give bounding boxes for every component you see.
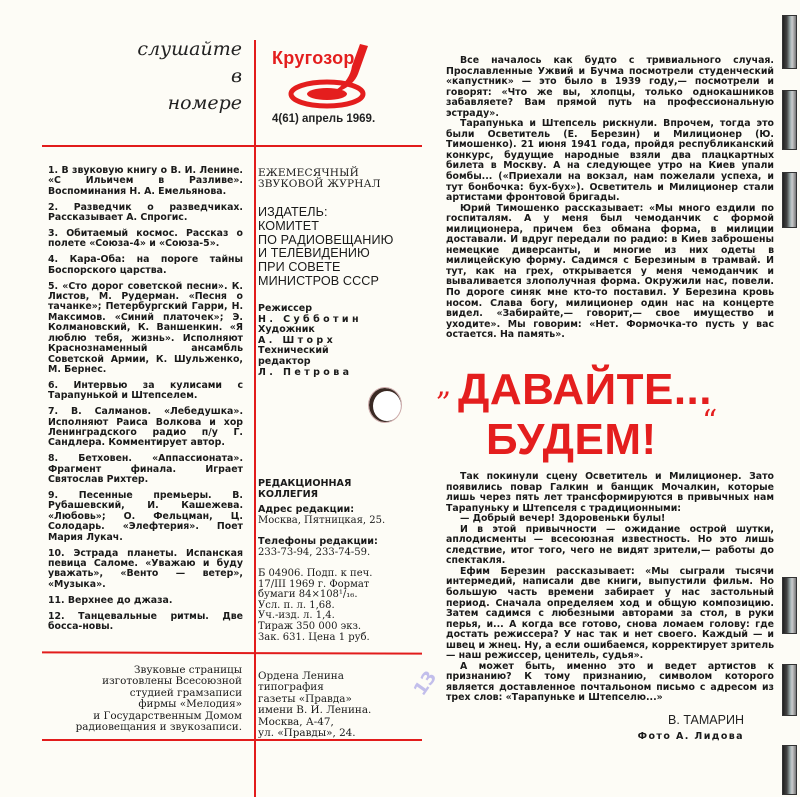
note-line: фирмы «Мелодия» xyxy=(138,698,242,711)
article-paragraph: И в этой привычности — ожидание острой шутки, аплодисменты — всесоюзная известность. Но это лишь следствие, итог того, чего не видят зрители,— работы до спектакля. xyxy=(446,523,774,567)
publisher-line: И ТЕЛЕВИДЕНИЮ xyxy=(258,246,370,261)
print-info-line: 17/III 1969 г. Формат xyxy=(258,578,370,590)
contents-item: 10. Эстрада планеты. Испанская певица Саломе. «Уважаю и буду уважать», «Венто — ветер», «Музыка». xyxy=(48,547,243,590)
printer-line: Москва, А-47, xyxy=(258,715,334,728)
editorial-address xyxy=(258,505,428,526)
artist-name: А. Шторх xyxy=(258,334,337,346)
print-info-line: Зак. 631. Цена 1 руб. xyxy=(258,631,370,643)
binding-hole xyxy=(782,15,797,69)
horizontal-rule-contents-bottom xyxy=(42,651,422,654)
article-paragraph: Юрий Тимошенко рассказывает: «Мы много ездили по госпиталям. А у меня был чемоданчик с формой милиционера, причем без обмана форма, в милиции доставали. И вдруг передали по радио: в Киев заброшены немецкие диверсанты, и многие из них одеты в милицейскую форму. Садимся с Березиным в трамвай. И тут, как на грех, открывается у меня чемоданчик и вываливается злополучная форма. Окружили нас, повели. По дороге синяк мне кто-то поставил. У Березина кровь носом. Слава богу, милиционер один нас на концерте видел. «Забирайте,— говорит,— свое имущество и уходите». Мы говорим: «Нет. Формочка-то пусть у вас остается. На память». xyxy=(446,202,774,341)
note-line: Звуковые страницы xyxy=(134,664,242,676)
page-stamp: 13 xyxy=(409,667,442,700)
director-name: Н. Субботин xyxy=(258,313,362,325)
publisher-line: МИНИСТРОВ СССР xyxy=(258,273,379,288)
printer-info xyxy=(258,671,428,739)
contents-item: 9. Песенные премьеры. В. Рубашевский, И. Кашежева. «Любовь»; О. Фельцман, Ц. Солодарь. «Элефтерия». Поет Мария Лукач. xyxy=(48,489,243,543)
note-line: изготовлены Всесоюзной xyxy=(102,675,242,688)
contents-item: 6. Интервью за кулисами с Тарапунькой и Штепселем. xyxy=(48,379,243,402)
article-paragraph: Все началось как будто с тривиального случая. Прославленные Ужвий и Бучма посмотрели студенческий «капустник» — это было в 1939 году,— посмотрели и говорят: «Что же вы, хлопцы, только однокашников забавляете? Вам прямой путь на профессиональную эстраду». xyxy=(446,55,774,119)
printer-line: газеты «Правда» xyxy=(258,692,352,705)
binding-hole xyxy=(782,577,797,634)
contents-item: 3. Обитаемый космос. Рассказ о полете «Союза-4» и «Союза-5». xyxy=(48,228,243,250)
printer-line: Ордена Ленина xyxy=(258,670,344,682)
open-quote: „ xyxy=(436,368,452,403)
binding-hole xyxy=(782,90,797,150)
contents-item: 11. Верхнее до джаза. xyxy=(48,594,173,606)
contents-item: 12. Танцевальные ритмы. Две босса-новы. xyxy=(48,610,243,632)
contents-item: 5. «Сто дорог советской песни». К. Листов, М. Рудерман. «Песня о тачанке»; Петербургский Гарри, Н. Максимов. «Синий платочек»; Э. Колмановский, К. Ваншенкин. «Я люблю тебя, жизнь». Исполняют Краснознаменный ансамбль Советской Армии, К. Шульженко, М. Бернес. xyxy=(48,280,243,375)
journal-type xyxy=(258,168,428,190)
tech-editor-label: Технический xyxy=(258,345,329,357)
article-body-top xyxy=(446,56,774,341)
issue-info: 4(61) апрель 1969. xyxy=(272,113,376,125)
director-label: Режиссер xyxy=(258,303,313,314)
listen-heading xyxy=(120,40,242,113)
listen-line-3: номере xyxy=(167,92,242,114)
article-paragraph: Так покинули сцену Осветитель и Милиционер. Зато появились повар Галкин и банщик Мочалкин, которые лишь через пять лет трансформируются в привычных нам Тарапуньку и Штепселя с традиционными: xyxy=(446,471,774,514)
publisher xyxy=(258,206,428,289)
address-label: Адрес редакции: xyxy=(258,504,355,515)
phones-label: Телефоны редакции: xyxy=(258,536,378,547)
logo xyxy=(272,44,392,125)
publisher-line: КОМИТЕТ xyxy=(258,218,320,233)
print-info-line: бумаги 84×108¹/₁₆. xyxy=(258,589,358,601)
board-line: РЕДАКЦИОННАЯ xyxy=(258,478,352,489)
phones-value: 233-73-94, 233-74-59. xyxy=(258,546,371,558)
printer-line: имени В. И. Ленина. xyxy=(258,704,372,717)
article-body-bottom xyxy=(446,472,774,704)
article-author: В. ТАМАРИН xyxy=(668,713,744,727)
headline-line-2: БУДЕМ! xyxy=(486,415,657,464)
note-line: и Государственным Домом xyxy=(93,709,242,722)
contents-item: 8. Бетховен. «Аппассионата». Фрагмент финала. Играет Святослав Рихтер. xyxy=(48,453,243,486)
board-line: КОЛЛЕГИЯ xyxy=(258,488,319,500)
print-info-line: Тираж 350 000 экз. xyxy=(258,620,362,632)
horizontal-rule-header xyxy=(42,145,422,147)
artist-label: Художник xyxy=(258,324,315,336)
article-headline xyxy=(436,364,776,464)
journal-type-line: ЗВУКОВОЙ ЖУРНАЛ xyxy=(258,178,381,190)
listen-line-1: слушайте xyxy=(137,38,242,60)
article-paragraph: Тарапунька и Штепсель рискнули. Впрочем, тогда это были Осветитель (Е. Березин) и Милиционер (Ю. Тимошенко). 21 июня 1941 года, пройдя республиканский конкурс, будущие народные взяли два плацкартных билета в Москву. А на следующее утро на Киев упали бомбы... («Приехали на вокзал, нам пожелали успеха, и тут бонбочка: бух-бух»). Осветитель и Милиционер стали артистами фронтовой бригады. xyxy=(446,118,774,204)
journal-type-line: ЕЖЕМЕСЯЧНЫЙ xyxy=(258,167,360,179)
printer-line: типография xyxy=(258,681,324,694)
sound-pages-note xyxy=(50,665,242,733)
contents-list xyxy=(48,166,243,638)
article-paragraph: А может быть, именно это и ведет артистов к признанию? К тому признанию, символом которого является доставленное почтальоном письмо с адресом из трех слов: «Тарапуньке и Штепселю...» xyxy=(446,660,774,704)
contents-item: 4. Кара-Оба: на пороге тайны Боспорского царства. xyxy=(48,254,243,276)
publisher-line: ИЗДАТЕЛЬ: xyxy=(258,205,328,219)
binding-hole xyxy=(782,664,797,716)
print-info xyxy=(258,569,428,643)
note-line: радиовещания и звукозаписи. xyxy=(75,721,242,734)
print-info-line: Уч.-изд. л. 1,4. xyxy=(258,610,335,622)
printer-line: ул. «Правды», 24. xyxy=(258,727,356,740)
publisher-line: ПО РАДИОВЕЩАНИЮ xyxy=(258,232,394,247)
binding-hole xyxy=(782,172,797,228)
print-info-line: Б 04906. Подп. к печ. xyxy=(258,568,373,579)
contents-item: 2. Разведчик о разведчиках. Рассказывает А. Спрогис. xyxy=(48,201,243,224)
photo-credit: Фото А. Лидова xyxy=(637,731,744,742)
logo-disc-icon xyxy=(272,44,392,114)
editorial-board xyxy=(258,479,428,500)
note-line: студией грамзаписи xyxy=(129,686,242,699)
publisher-line: ПРИ СОВЕТЕ xyxy=(258,260,341,275)
tech-editor-name: Л. Петрова xyxy=(258,366,353,378)
tech-editor-label: редактор xyxy=(258,355,311,367)
address-value: Москва, Пятницкая, 25. xyxy=(258,514,386,526)
print-info-line: Усл. п. л. 1,68. xyxy=(258,599,335,611)
headline-line-1: ДАВАЙТЕ... xyxy=(458,365,713,414)
vertical-rule-left xyxy=(254,40,256,797)
credits xyxy=(258,304,428,378)
contents-item: 1. В звуковую книгу о В. И. Ленине. «С Ильичем в Разливе». Воспоминания Н. А. Емельянова. xyxy=(48,165,243,197)
disc-center-hole xyxy=(368,387,402,423)
binding-hole xyxy=(782,745,797,795)
logo-text: Кругозор xyxy=(272,48,355,68)
article-paragraph: Ефим Березин рассказывает: «Мы сыграли тысячи интермедий, написали две книги, выпустили фильм. Но большую часть времени забирает у нас застольный период. Сначала определяем ход и общую композицию. Затем садимся с любезными авторами за стол, в руки перья, и... А когда все готово, снова ломаем голову: где достать режиссера? У нас так и нет своего. Каждый — и швец и жнец. Ну, а если ошибаемся, корректирует зритель — наш режиссер, ценитель, судья». xyxy=(446,565,774,662)
close-quote: “ xyxy=(702,404,718,439)
editorial-phones xyxy=(258,537,428,558)
listen-line-2: в xyxy=(230,65,242,87)
contents-item: 7. В. Салманов. «Лебедушка». Исполняют Раиса Волкова и хор Ленинградского радио п/у Г. Сандлера. Комментирует автор. xyxy=(48,406,243,449)
article-paragraph: — Добрый вечер! Здоровеньки булы! xyxy=(460,513,666,525)
